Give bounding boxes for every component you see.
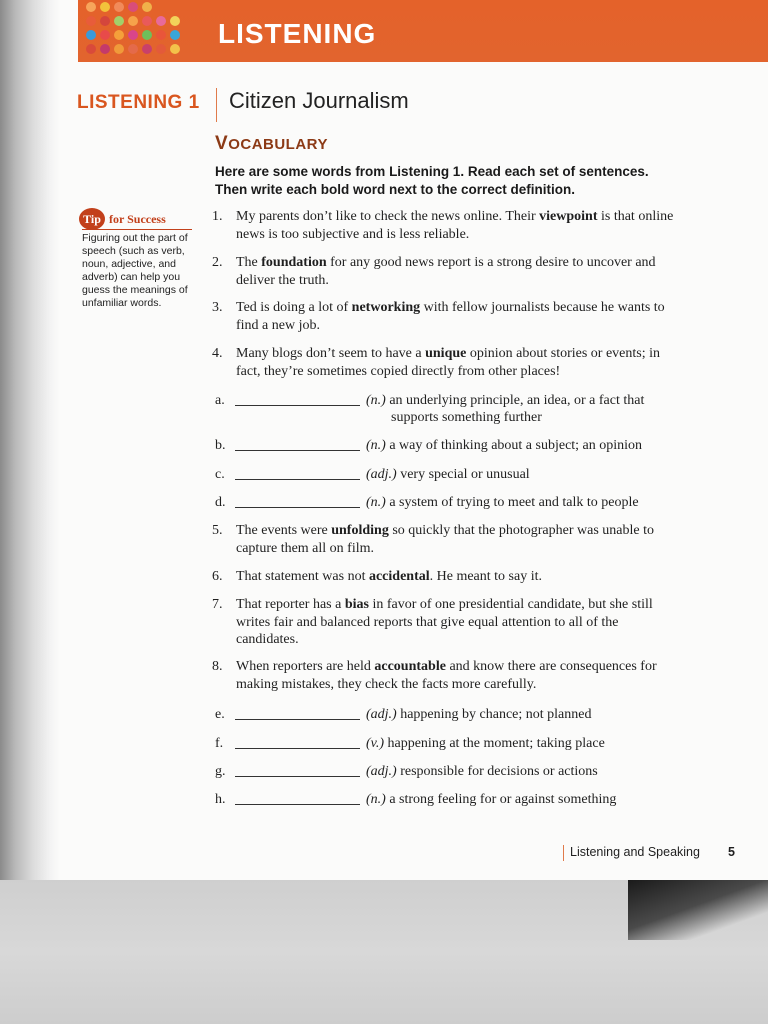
- vocab-word: bias: [344, 597, 369, 612]
- banner: [78, 0, 768, 62]
- definition-row: [215, 437, 685, 454]
- vocabulary-heading: VOCABULARY: [215, 133, 328, 154]
- answer-blank[interactable]: [235, 450, 360, 451]
- definition-text: (adj.) happening by chance; not planned: [366, 707, 592, 722]
- item-number: 6.: [212, 569, 223, 584]
- definition-continuation: supports something further: [391, 410, 542, 425]
- vocab-word: viewpoint: [539, 209, 598, 224]
- item-sentence: Many blogs don’t seem to have a unique opinion about stories or events; in fact, they’re sometimes copied directly from other places!: [236, 346, 661, 379]
- vocab-word: unique: [425, 346, 467, 361]
- vocab-word: networking: [351, 300, 421, 315]
- answer-blank[interactable]: [235, 719, 360, 720]
- instructions: Here are some words from Listening 1. Read each set of sentences. Then write each bold word next to the correct definition.: [215, 164, 649, 197]
- definition-text: (adj.) responsible for decisions or actions: [366, 764, 598, 779]
- exercise-item: [212, 345, 682, 380]
- vocab-word: unfolding: [331, 523, 389, 538]
- vocab-word: accidental: [368, 569, 430, 584]
- item-sentence: My parents don’t like to check the news online. Their viewpoint is that online news is too subjective and is less reliable.: [236, 209, 674, 242]
- exercise-item: [212, 568, 682, 586]
- part-of-speech: (n.): [366, 495, 386, 510]
- item-number: 7.: [212, 597, 223, 612]
- item-sentence: When reporters are held accountable and know there are consequences for making mistakes, they check the facts more carefully.: [236, 659, 657, 692]
- exercise-item: [212, 254, 682, 289]
- footer-divider: [563, 845, 564, 861]
- part-of-speech: (n.): [366, 792, 386, 807]
- item-number: 1.: [212, 209, 223, 224]
- definition-row: [215, 791, 685, 808]
- answer-blank[interactable]: [235, 804, 360, 805]
- part-of-speech: (adj.): [366, 764, 397, 779]
- tip-underline: [82, 229, 192, 230]
- definition-letter: d.: [215, 495, 226, 510]
- tip-body: Figuring out the part of speech (such as verb, noun, adjective, and adverb) can help you guess the meanings of unfamiliar words.: [82, 232, 188, 309]
- banner-title: LISTENING: [218, 18, 377, 49]
- definition-row: [215, 735, 685, 752]
- definition-text: (n.) a system of trying to meet and talk to people: [366, 495, 639, 510]
- item-sentence: That statement was not accidental. He meant to say it.: [236, 569, 542, 584]
- page-number: 5: [728, 845, 735, 859]
- exercise-item: [212, 522, 682, 557]
- definition-text: (v.) happening at the moment; taking place: [366, 736, 605, 751]
- answer-blank[interactable]: [235, 776, 360, 777]
- definition-text: (n.) a strong feeling for or against something: [366, 792, 617, 807]
- definition-row: [215, 763, 685, 780]
- exercise-item: [212, 596, 682, 649]
- answer-blank[interactable]: [235, 748, 360, 749]
- exercise-item: [212, 658, 682, 693]
- definition-letter: g.: [215, 764, 226, 779]
- definition-letter: a.: [215, 393, 225, 408]
- definition-text: (n.) an underlying principle, an idea, or a fact that: [366, 393, 645, 408]
- vocab-word: accountable: [374, 659, 446, 674]
- answer-blank[interactable]: [235, 405, 360, 406]
- item-number: 5.: [212, 523, 223, 538]
- section-divider: [216, 88, 217, 122]
- book-spine-shadow: [0, 0, 60, 880]
- item-number: 2.: [212, 255, 223, 270]
- part-of-speech: (v.): [366, 736, 384, 751]
- definition-letter: f.: [215, 736, 224, 751]
- definition-letter: h.: [215, 792, 226, 807]
- answer-blank[interactable]: [235, 507, 360, 508]
- footer-book-title: Listening and Speaking: [570, 845, 700, 859]
- definition-text: (n.) a way of thinking about a subject; an opinion: [366, 438, 643, 453]
- item-sentence: That reporter has a bias in favor of one presidential candidate, but she still writes fair and balanced reports that give equal attention to all of the candidates.: [236, 597, 653, 647]
- item-sentence: Ted is doing a lot of networking with fellow journalists because he wants to find a new job.: [236, 300, 665, 333]
- exercise-item: [212, 208, 682, 243]
- item-number: 3.: [212, 300, 223, 315]
- definition-letter: c.: [215, 467, 225, 482]
- section-label: LISTENING 1: [77, 92, 200, 113]
- definition-text: (adj.) very special or unusual: [366, 467, 530, 482]
- part-of-speech: (adj.): [366, 467, 397, 482]
- definition-row: [215, 392, 685, 426]
- definition-letter: e.: [215, 707, 225, 722]
- tip-heading: for Success: [109, 212, 166, 226]
- item-sentence: The foundation for any good news report is a strong desire to uncover and deliver the truth.: [236, 255, 656, 288]
- definition-row: [215, 466, 685, 483]
- part-of-speech: (adj.): [366, 707, 397, 722]
- answer-blank[interactable]: [235, 479, 360, 480]
- tip-badge: Tip: [79, 208, 105, 230]
- definition-letter: b.: [215, 438, 226, 453]
- item-sentence: The events were unfolding so quickly that the photographer was unable to capture them all on film.: [236, 523, 654, 556]
- section-title: Citizen Journalism: [229, 88, 409, 113]
- part-of-speech: (n.): [366, 438, 386, 453]
- item-number: 8.: [212, 659, 223, 674]
- item-number: 4.: [212, 346, 223, 361]
- part-of-speech: (n.): [366, 393, 386, 408]
- vocab-word: foundation: [261, 255, 327, 270]
- scan-shadow: [628, 880, 768, 940]
- exercise-item: [212, 299, 682, 334]
- definition-row: [215, 494, 685, 511]
- definition-row: [215, 706, 685, 723]
